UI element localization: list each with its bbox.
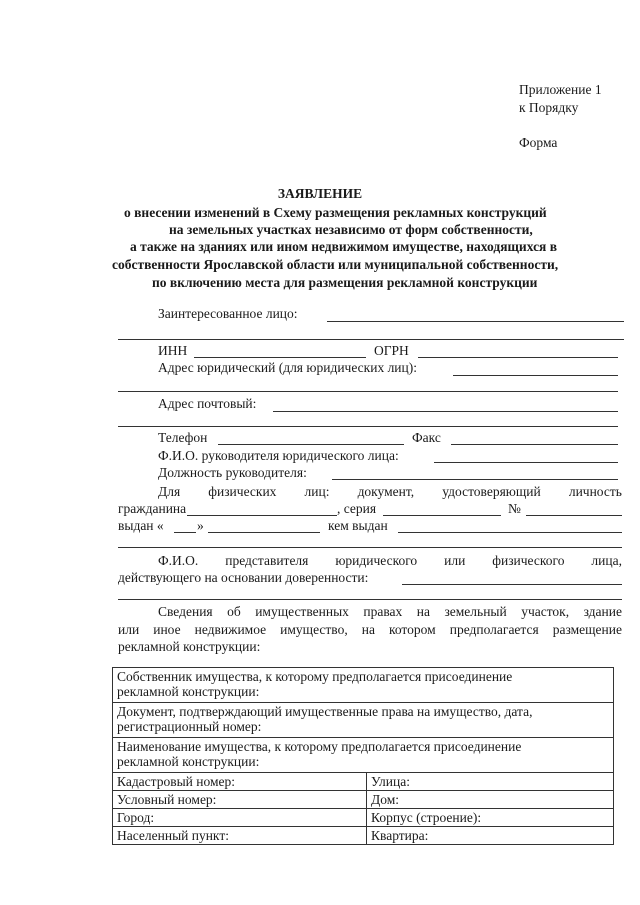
word: Ф.И.О. [158, 553, 199, 568]
building-cell[interactable] [367, 809, 614, 827]
form-label: Форма [519, 135, 558, 150]
property-table [112, 667, 614, 845]
street-cell[interactable] [367, 773, 614, 791]
phone-label: Телефон [158, 430, 208, 445]
table-row [113, 668, 614, 703]
word: иное [153, 622, 181, 637]
inn-input[interactable] [194, 357, 366, 358]
title-line-2: на земельных участках независимо от форм собственности, [169, 222, 533, 237]
issued-by-label: кем выдан [328, 518, 388, 533]
word: Сведения [158, 604, 213, 619]
word: имущество, [280, 622, 348, 637]
rights-paragraph-line1 [158, 604, 622, 620]
head-position-label: Должность руководителя: [158, 465, 307, 480]
head-name-input[interactable] [434, 462, 618, 463]
number-input[interactable] [526, 515, 622, 516]
word: земельный [444, 604, 507, 619]
head-position-input[interactable] [332, 479, 618, 480]
representative-proxy-label: действующего на основании доверенности: [118, 570, 369, 585]
series-label: , серия [337, 501, 377, 516]
table-row [113, 809, 614, 827]
interested-party-label: Заинтересованное лицо: [158, 306, 298, 321]
owner-label: Собственник имущества, к которому предполагается присоединение [117, 669, 513, 684]
title-line-1: о внесении изменений в Схему размещения рекламных конструкций [124, 205, 547, 220]
fax-input[interactable] [451, 444, 618, 445]
house-cell[interactable] [367, 791, 614, 809]
ogrn-label: ОГРН [374, 343, 409, 358]
rights-paragraph-line2 [118, 622, 622, 638]
word: документ, [357, 484, 415, 499]
title-line-5: по включению места для размещения рекламной конструкции [152, 275, 538, 290]
conditional-number-label: Условный номер: [117, 792, 217, 807]
word: здание [583, 604, 622, 619]
rights-document-label-cont: регистрационный номер: [117, 719, 262, 734]
street-label: Улица: [371, 774, 410, 789]
word: имущественных [255, 604, 349, 619]
city-cell[interactable] [113, 809, 367, 827]
word: физических [208, 484, 277, 499]
rights-document-label: Документ, подтверждающий имущественные права на имущество, дата, [117, 704, 533, 719]
phone-input[interactable] [218, 444, 404, 445]
table-row [113, 703, 614, 738]
word: размещение [552, 622, 622, 637]
word: котором [388, 622, 436, 637]
owner-cell[interactable] [113, 668, 614, 703]
title-line-4: собственности Ярославской области или муниципальной собственности, [112, 257, 559, 272]
legal-address-input[interactable] [453, 375, 618, 376]
table-row [113, 791, 614, 809]
word: представителя [225, 553, 309, 568]
issued-by-input[interactable] [398, 532, 622, 533]
issued-label: выдан « [118, 518, 164, 533]
word: или [444, 553, 466, 568]
postal-address-input-line2[interactable] [118, 426, 618, 427]
word: Для [158, 484, 181, 499]
issued-by-input-line2[interactable] [118, 547, 622, 548]
apartment-cell[interactable] [367, 827, 614, 845]
word: или [118, 622, 140, 637]
series-input[interactable] [383, 515, 501, 516]
legal-address-label: Адрес юридический (для юридических лиц): [158, 360, 417, 375]
number-label: № [508, 501, 521, 516]
cadastral-cell[interactable] [113, 773, 367, 791]
table-row [113, 738, 614, 773]
interested-party-input-line2[interactable] [118, 339, 624, 340]
property-name-label-cont: рекламной конструкции: [117, 754, 260, 769]
owner-label-cont: рекламной конструкции: [117, 684, 260, 699]
ogrn-input[interactable] [418, 357, 618, 358]
rights-document-cell[interactable] [113, 703, 614, 738]
locality-label: Населенный пункт: [117, 828, 229, 843]
appendix-label: Приложение 1 [519, 82, 602, 97]
rights-paragraph-line3: рекламной конструкции: [118, 639, 261, 654]
property-name-cell[interactable] [113, 738, 614, 773]
city-label: Город: [117, 810, 155, 825]
locality-cell[interactable] [113, 827, 367, 845]
representative-line [158, 553, 622, 569]
house-label: Дом: [371, 792, 399, 807]
title-line-3: а также на зданиях или ином недвижимом имуществе, находящихся в [130, 239, 558, 254]
document-title: ЗАЯВЛЕНИЕ [277, 186, 363, 201]
cadastral-label: Кадастровый номер: [117, 774, 236, 789]
issued-quote: » [197, 518, 204, 533]
apartment-label: Квартира: [371, 828, 429, 843]
conditional-number-cell[interactable] [113, 791, 367, 809]
order-reference: к Порядку [519, 100, 579, 115]
table-row [113, 773, 614, 791]
word: участок, [521, 604, 570, 619]
word: юридического [335, 553, 418, 568]
word: на [361, 622, 375, 637]
table-row [113, 827, 614, 845]
building-label: Корпус (строение): [371, 810, 482, 825]
postal-address-label: Адрес почтовый: [158, 396, 257, 411]
word: физического [492, 553, 565, 568]
inn-label: ИНН [158, 343, 188, 358]
individuals-doc-line [158, 484, 622, 500]
interested-party-input[interactable] [327, 321, 624, 322]
word: об [227, 604, 241, 619]
word: лица, [591, 553, 622, 568]
word: на [416, 604, 430, 619]
representative-input[interactable] [402, 584, 622, 585]
issued-month-input[interactable] [208, 532, 320, 533]
citizen-label: гражданина [118, 501, 187, 516]
legal-address-input-line2[interactable] [118, 391, 618, 392]
word: удостоверяющий [442, 484, 541, 499]
head-name-label: Ф.И.О. руководителя юридического лица: [158, 448, 399, 463]
word: правах [363, 604, 403, 619]
citizen-doc-input[interactable] [187, 515, 337, 516]
fax-label: Факс [412, 430, 441, 445]
postal-address-input[interactable] [273, 411, 618, 412]
issued-day-input[interactable] [174, 532, 196, 533]
word: лиц: [304, 484, 330, 499]
word: личность [568, 484, 622, 499]
property-name-label: Наименование имущества, к которому предполагается присоединение [117, 739, 522, 754]
word: предполагается [449, 622, 539, 637]
word: недвижимое [194, 622, 267, 637]
representative-input-line2[interactable] [118, 599, 622, 600]
